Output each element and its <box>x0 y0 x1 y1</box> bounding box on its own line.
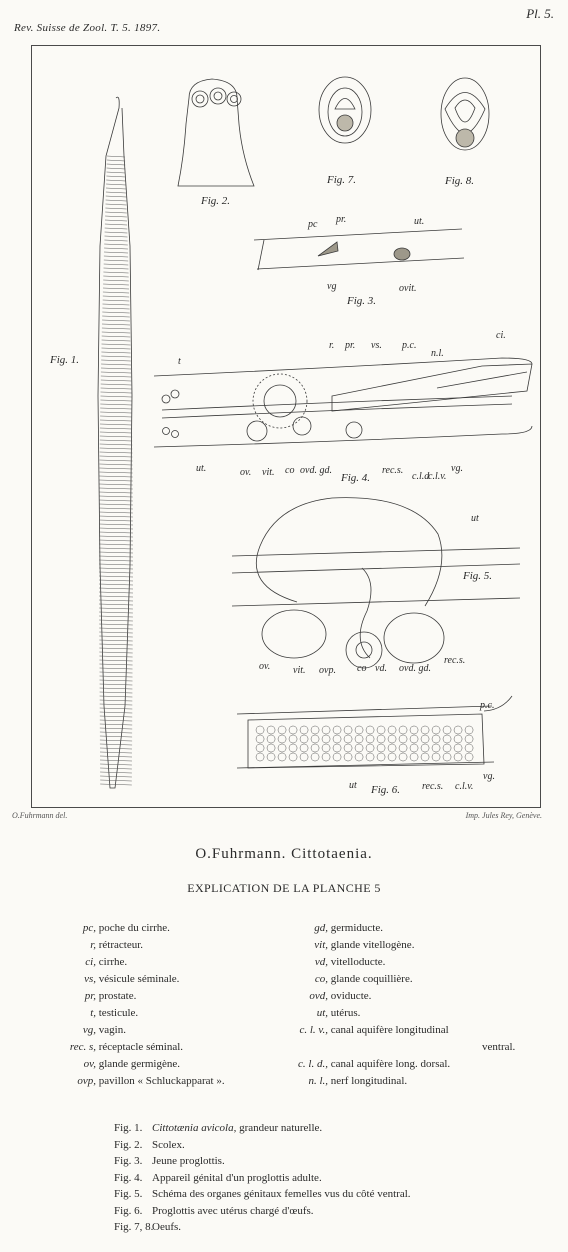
legend-item: pc, poche du cirrhe. <box>82 922 170 934</box>
legend-item: vd, vitelloducte. <box>314 956 386 968</box>
fig3-label-pr: pr. <box>336 214 347 225</box>
fig6-egg-filled-uterus <box>237 696 512 768</box>
legend-item: vit, glande vitellogène. <box>314 939 415 951</box>
fig6-label-ut: ut <box>349 780 357 791</box>
fig7-title: Fig. 7. <box>327 174 357 186</box>
plate-number: Pl. 5. <box>526 6 554 21</box>
fig4-label-vit: vit. <box>262 467 275 478</box>
fig4-label-co: co <box>285 465 295 476</box>
figure-caption: Fig. 2. Scolex. <box>114 1138 185 1151</box>
legend-item: gd, germiducte. <box>314 922 383 934</box>
legend-item: r, rétracteur. <box>90 939 144 951</box>
fig5-label-ovp: ovp. <box>319 665 336 676</box>
fig4-label-t: t <box>178 356 181 367</box>
figure-caption: Fig. 1. Cittotænia avicola, grandeur naturelle. <box>114 1122 323 1134</box>
legend-item: rec. s, réceptacle séminal. <box>69 1041 184 1053</box>
fig4-label-pr: pr. <box>345 340 356 351</box>
fig5-label-ovd-gd: ovd. gd. <box>399 663 431 674</box>
figure-caption: Fig. 7, 8.Oeufs. <box>114 1221 182 1233</box>
legend-item: c. l. v., canal aquifère longitudinal <box>299 1024 449 1036</box>
fig5-label-rec-s: rec.s. <box>444 655 466 666</box>
figure-caption: Fig. 5. Schéma des organes génitaux femelles vus du côté ventral. <box>114 1188 411 1200</box>
fig4-label-nl: n.l. <box>431 348 444 359</box>
plate-drawings <box>32 46 542 809</box>
explanation-heading: EXPLICATION DE LA PLANCHE 5 <box>187 881 381 895</box>
legend-item: vg, vagin. <box>82 1024 126 1036</box>
fig1-strobila <box>98 97 133 788</box>
fig7-egg <box>319 77 371 143</box>
legend-item: n. l., nerf longitudinal. <box>308 1075 408 1087</box>
fig5-label-vd: vd. <box>375 663 387 674</box>
figure-caption: Fig. 6. Proglottis avec utérus chargé d'œufs. <box>114 1204 314 1217</box>
fig8-title: Fig. 8. <box>445 175 475 187</box>
fig3-title: Fig. 3. <box>347 295 377 307</box>
fig6-label-vg: vg. <box>483 771 495 782</box>
fig3-label-vg: vg <box>327 281 337 292</box>
author-title: O.Fuhrmann. Cittotaenia. <box>195 846 373 862</box>
figure-caption: Fig. 4. Appareil génital d'un proglottis adulte. <box>114 1171 322 1184</box>
fig5-label-vit: vit. <box>293 665 306 676</box>
fig2-title: Fig. 2. <box>201 195 231 207</box>
fig3-label-ovit: ovit. <box>399 283 417 294</box>
fig4-label-ov: ov. <box>240 467 252 478</box>
fig6-label-clv: c.l.v. <box>455 781 474 792</box>
fig5-title: Fig. 5. <box>463 570 493 582</box>
fig6-label-pc: p.c. <box>480 700 495 711</box>
drawing-credit: O.Fuhrmann del. <box>12 811 68 820</box>
legend-item: ovd, oviducte. <box>309 990 372 1002</box>
fig8-egg <box>441 78 489 150</box>
journal-header: Rev. Suisse de Zool. T. 5. 1897. <box>14 22 161 34</box>
legend-item: ov, glande germigène. <box>83 1058 180 1070</box>
legend-item: pr, prostate. <box>84 990 137 1002</box>
fig4-label-cld: c.l.d <box>412 471 430 482</box>
fig5-label-ov: ov. <box>259 661 271 672</box>
legend-left-column <box>40 920 290 1090</box>
fig4-label-vg: vg. <box>451 463 463 474</box>
fig3-proglottis <box>254 229 464 270</box>
fig4-label-rec-s: rec.s. <box>382 465 404 476</box>
legend-item: vs, vésicule séminale. <box>84 973 180 985</box>
plate-illustration <box>31 45 541 808</box>
fig4-label-r: r. <box>329 340 335 351</box>
fig5-label-co: co <box>357 663 367 674</box>
fig4-label-pc: p.c. <box>402 340 417 351</box>
legend-item: c. l. d., canal aquifère long. dorsal. <box>298 1058 451 1070</box>
figure-caption: Fig. 3. Jeune proglottis. <box>114 1155 225 1167</box>
fig4-label-ut: ut. <box>196 463 207 474</box>
fig6-title: Fig. 6. <box>371 784 401 796</box>
fig1-title: Fig. 1. <box>50 354 80 366</box>
fig2-scolex <box>178 79 254 186</box>
legend-item: ut, utérus. <box>316 1007 361 1019</box>
fig4-genital-apparatus <box>154 358 532 447</box>
fig4-label-clv: c.l.v. <box>428 471 447 482</box>
legend-item: ovp, pavillon « Schluckapparat ». <box>77 1075 225 1087</box>
printer-credit: Imp. Jules Rey, Genève. <box>465 811 542 820</box>
legend-item: ci, cirrhe. <box>85 956 128 968</box>
fig4-label-ovd-gd: ovd. gd. <box>300 465 332 476</box>
fig6-label-rec-s: rec.s. <box>422 781 444 792</box>
fig3-label-pc: pc <box>308 219 318 230</box>
fig4-title: Fig. 4. <box>341 472 371 484</box>
legend-right-column <box>268 920 548 1090</box>
fig3-label-ut: ut. <box>414 216 425 227</box>
legend-item: t, testicule. <box>90 1007 139 1019</box>
fig5-label-ut: ut <box>471 513 479 524</box>
legend-item: co, glande coquillière. <box>314 973 413 985</box>
fig4-label-ci: ci. <box>496 330 506 341</box>
legend-item-continuation: ventral. <box>482 1041 516 1053</box>
fig4-label-vs: vs. <box>371 340 382 351</box>
figure-captions <box>114 1120 411 1236</box>
